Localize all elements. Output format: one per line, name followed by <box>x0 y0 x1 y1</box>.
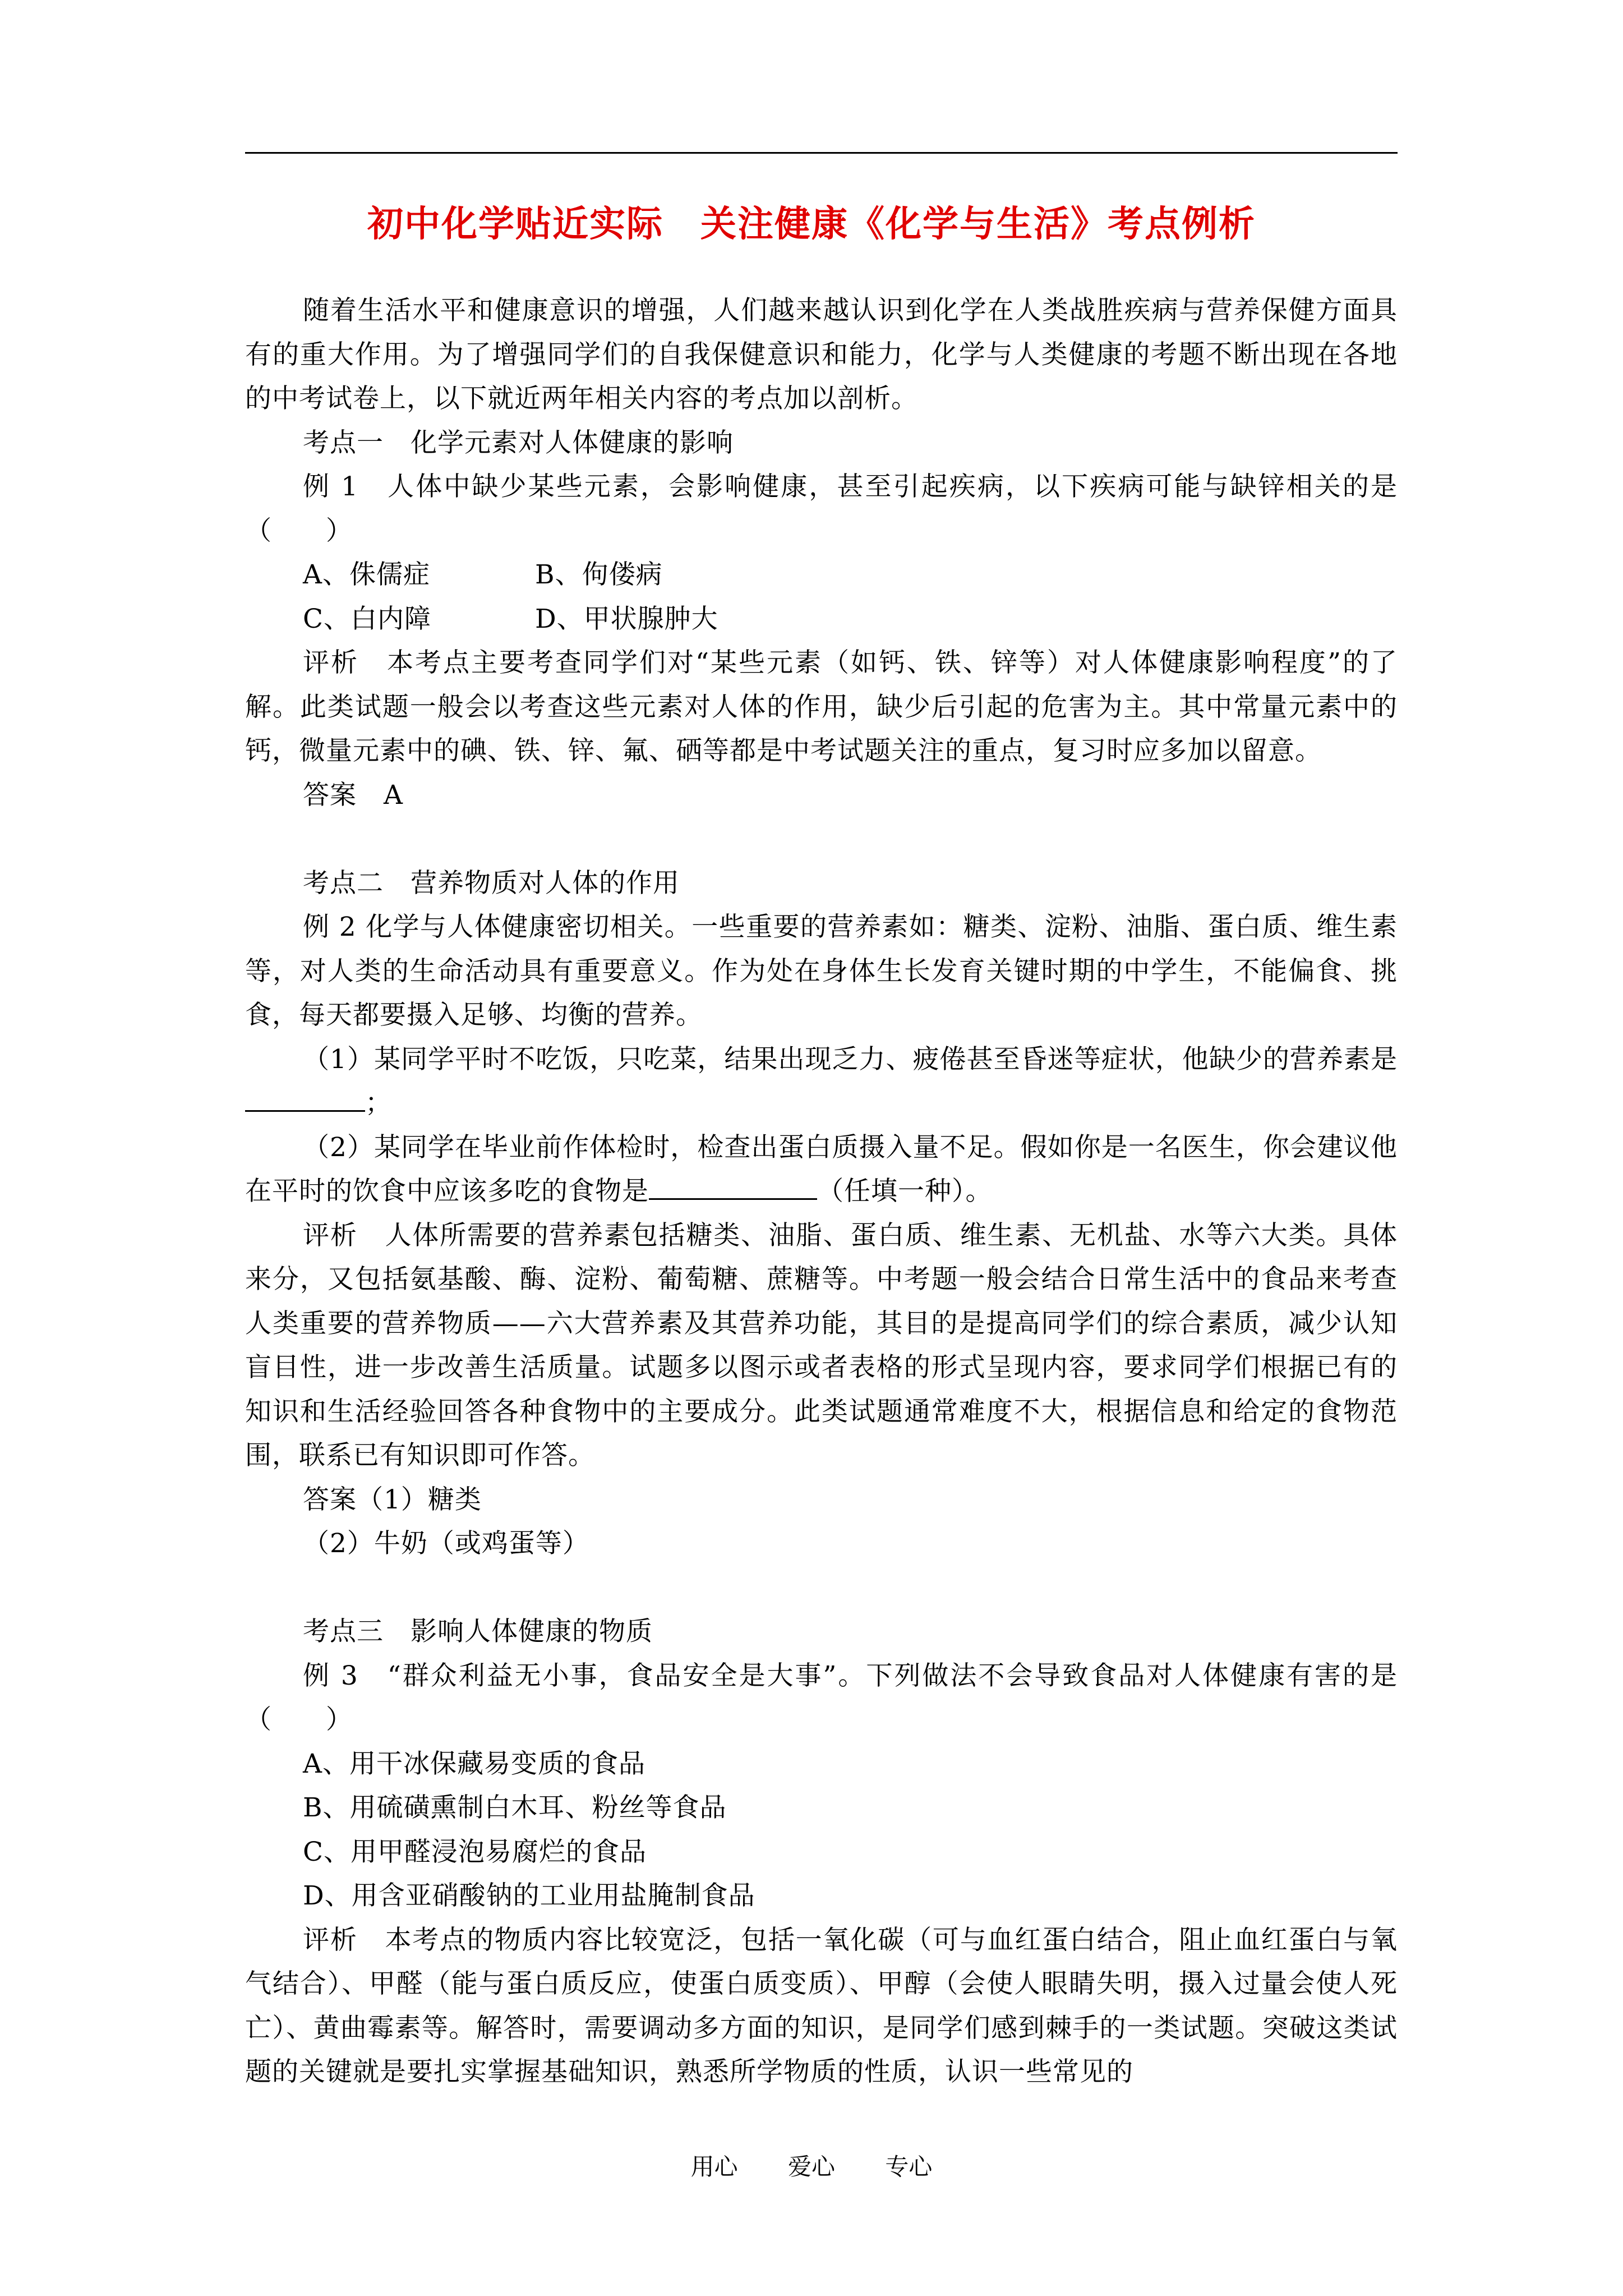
example3-option-d: D、用含亚硝酸钠的工业用盐腌制食品 <box>303 1880 755 1911</box>
part2-end: （任填一种）。 <box>817 1176 993 1207</box>
option-b: B、佝偻病 <box>535 559 663 590</box>
section3-heading: 考点三 影响人体健康的物质 <box>303 1616 653 1647</box>
document-body <box>245 289 1398 2095</box>
example1-analysis: 评析 本考点主要考查同学们对“某些元素（如钙、铁、锌等）对人体健康影响程度”的了解。此类试题一般会以考查这些元素对人体的作用，缺少后引起的危害为主。其中常量元素中的钙，微量元素中的碘、铁、锌、氟、硒等都是中考试题关注的重点，复习时应多加以留意。 <box>245 647 1398 766</box>
part2-text: （2）某同学在毕业前作体检时，检查出蛋白质摄入量不足。假如你是一名医生，你会建议他在平时的饮食中应该多吃的食物是 <box>245 1131 1398 1207</box>
option-a: A、侏儒症 <box>303 559 430 590</box>
example2-part2 <box>245 1126 1398 1214</box>
example1-options-row1 <box>245 553 1398 597</box>
example2-question: 例 2 化学与人体健康密切相关。一些重要的营养素如：糖类、淀粉、油脂、蛋白质、维生素等，对人类的生命活动具有重要意义。作为处在身体生长发育关键时期的中学生，不能偏食、挑食，每天都要摄入足够、均衡的营养。 <box>245 912 1398 1030</box>
example1-question: 例 1 人体中缺少某些元素，会影响健康，甚至引起疾病，以下疾病可能与缺锌相关的是（ ） <box>245 471 1398 546</box>
answer-blank-2 <box>649 1198 817 1200</box>
example3-option-a: A、用干冰保藏易变质的食品 <box>303 1748 645 1779</box>
intro-paragraph: 随着生活水平和健康意识的增强，人们越来越认识到化学在人类战胜疾病与营养保健方面具有的重大作用。为了增强同学们的自我保健意识和能力，化学与人类健康的考题不断出现在各地的中考试卷上，以下就近两年相关内容的考点加以剖析。 <box>245 295 1398 414</box>
footer-text-1: 用心 <box>690 2153 738 2180</box>
option-d: D、甲状腺肿大 <box>535 603 718 634</box>
example3-question: 例 3 “群众利益无小事，食品安全是大事”。下列做法不会导致食品对人体健康有害的是（ ） <box>245 1660 1398 1735</box>
answer-blank-1 <box>245 1110 365 1112</box>
example2-answer-2: （2）牛奶（或鸡蛋等） <box>303 1528 589 1559</box>
example2-part1 <box>245 1038 1398 1126</box>
example2-answer-1: 答案（1）糖类 <box>303 1484 482 1515</box>
footer-text-3: 专心 <box>885 2153 933 2180</box>
example2-analysis: 评析 人体所需要的营养素包括糖类、油脂、蛋白质、维生素、无机盐、水等六大类。具体来分，又包括氨基酸、酶、淀粉、葡萄糖、蔗糖等。中考题一般会结合日常生活中的食品来考查人类重要的营养物质——六大营养素及其营养功能，其目的是提高同学们的综合素质，减少认知盲目性，进一步改善生活质量。试题多以图示或者表格的形式呈现内容，要求同学们根据已有的知识和生活经验回答各种食物中的主要成分。此类试题通常难度不大，根据信息和给定的食物范围，联系已有知识即可作答。 <box>245 1220 1398 1471</box>
header-rule <box>245 152 1398 154</box>
part1-end: ； <box>365 1088 392 1119</box>
footer-text-2: 爱心 <box>787 2153 835 2180</box>
example3-option-c: C、用甲醛浸泡易腐烂的食品 <box>303 1836 647 1867</box>
page-title: 初中化学贴近实际 关注健康《化学与生活》考点例析 <box>367 203 1256 245</box>
section1-heading: 考点一 化学元素对人体健康的影响 <box>303 427 734 458</box>
page-footer <box>0 2148 1623 2182</box>
example3-option-b: B、用硫磺熏制白木耳、粉丝等食品 <box>303 1792 727 1823</box>
spacer <box>245 817 1398 862</box>
part1-text: （1）某同学平时不吃饭，只吃菜，结果出现乏力、疲倦甚至昏迷等症状，他缺少的营养素是 <box>303 1043 1398 1075</box>
spacer <box>245 1566 1398 1611</box>
section2-heading: 考点二 营养物质对人体的作用 <box>303 867 680 899</box>
option-c: C、白内障 <box>303 603 431 634</box>
example1-answer: 答案 A <box>303 779 403 811</box>
example1-options-row2 <box>245 597 1398 642</box>
example3-analysis: 评析 本考点的物质内容比较宽泛，包括一氧化碳（可与血红蛋白结合，阻止血红蛋白与氧气结合）、甲醛（能与蛋白质反应，使蛋白质变质）、甲醇（会使人眼睛失明，摄入过量会使人死亡）、黄曲霉素等。解答时，需要调动多方面的知识，是同学们感到棘手的一类试题。突破这类试题的关键就是要扎实掌握基础知识，熟悉所学物质的性质，认识一些常见的 <box>245 1924 1398 2087</box>
